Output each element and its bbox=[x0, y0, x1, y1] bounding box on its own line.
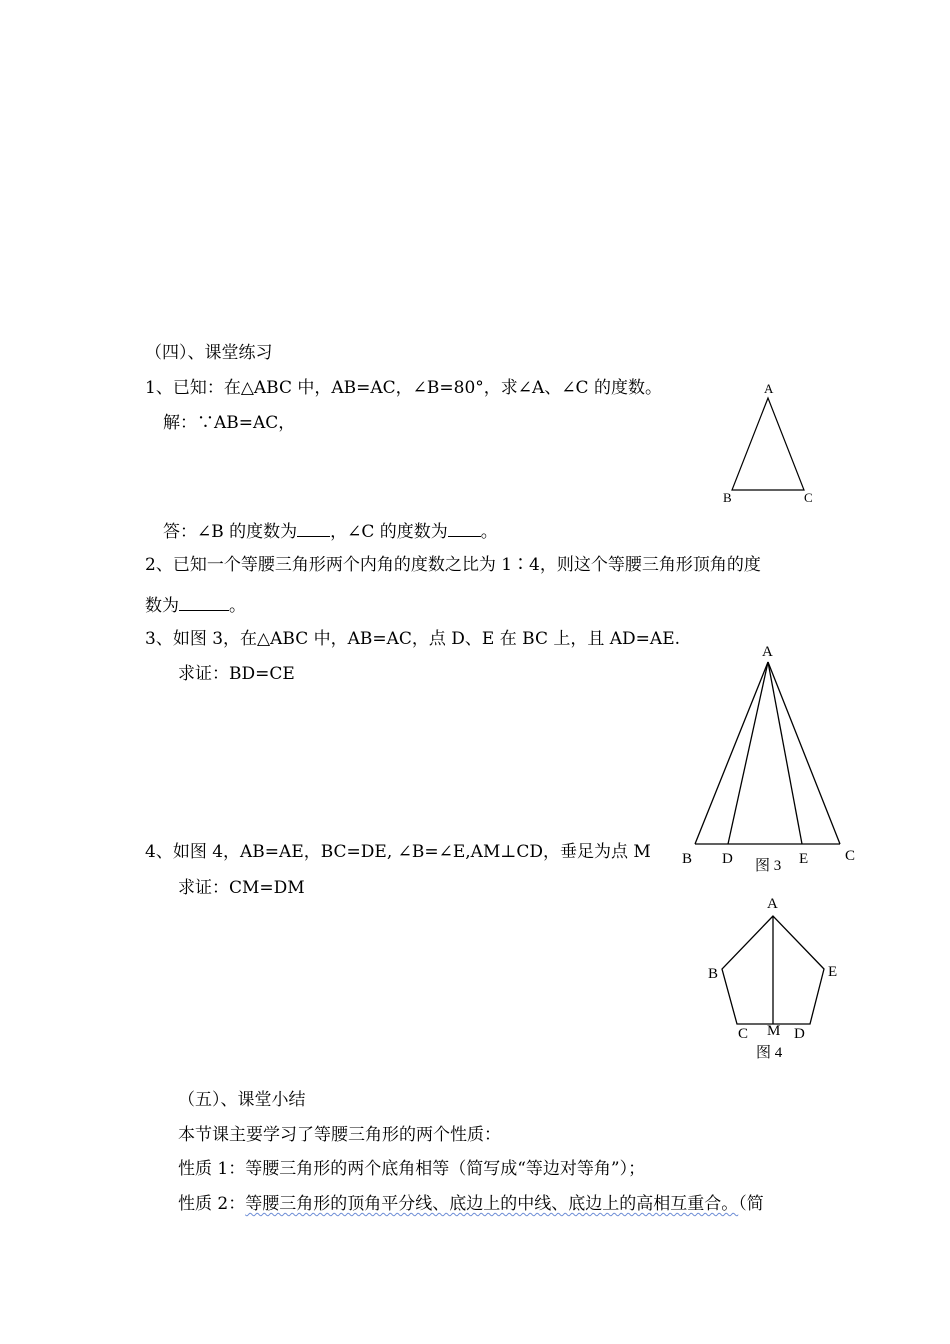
property-2 bbox=[178, 1194, 764, 1214]
answer-end: 。 bbox=[480, 522, 498, 542]
figure-3-label-c: C bbox=[845, 848, 856, 864]
property-1-label: 性质 1： bbox=[178, 1159, 246, 1179]
question-3-text: 3、如图 3，在△ABC 中，AB=AC，点 D、E 在 BC 上，且 AD=AE. bbox=[145, 629, 681, 649]
question-3-prove: 求证：BD=CE bbox=[178, 664, 295, 684]
property-2-text: 等腰三角形的顶角平分线、底边上的中线、底边上的高相互重合。 bbox=[245, 1194, 739, 1214]
question-1-text: 1、已知：在△ABC 中，AB=AC，∠B=80°，求∠A、∠C 的度数。 bbox=[145, 378, 662, 398]
summary-intro: 本节课主要学习了等腰三角形的两个性质： bbox=[178, 1125, 501, 1145]
answer-blank-c[interactable] bbox=[448, 519, 481, 537]
figure-1-label-c: C bbox=[804, 490, 813, 505]
figure-4-label-b: B bbox=[708, 966, 719, 982]
property-1-text: 等腰三角形的两个底角相等（简写成“等边对等角”）； bbox=[245, 1159, 646, 1179]
question-2-blank[interactable] bbox=[179, 593, 229, 611]
question-4-text: 4、如图 4，AB=AE，BC=DE, ∠B=∠E,AM⊥CD，垂足为点 M bbox=[145, 842, 651, 862]
figure-3-triangle bbox=[675, 640, 865, 880]
figure-4-label-e: E bbox=[828, 964, 838, 980]
question-2-line-1: 2、已知一个等腰三角形两个内角的度数之比为 1∶4，则这个等腰三角形顶角的度 bbox=[145, 555, 761, 575]
property-2-tail: （简 bbox=[738, 1194, 764, 1214]
figure-1-label-a: A bbox=[764, 381, 774, 396]
figure-4-caption: 图 4 bbox=[756, 1045, 783, 1061]
section-four-heading: （四）、课堂练习 bbox=[145, 343, 273, 363]
question-1-answer bbox=[163, 519, 498, 542]
answer-blank-b[interactable] bbox=[297, 519, 330, 537]
figure-1-label-b: B bbox=[723, 490, 732, 505]
question-4-prove: 求证：CM=DM bbox=[178, 878, 305, 898]
figure-3-caption: 图 3 bbox=[755, 858, 782, 874]
figure-3-label-b: B bbox=[682, 851, 693, 867]
figure-4-label-d: D bbox=[794, 1026, 805, 1042]
answer-mid: ，∠C 的度数为 bbox=[330, 522, 448, 542]
property-1 bbox=[178, 1159, 645, 1179]
section-five-heading: （五）、课堂小结 bbox=[178, 1090, 306, 1110]
figure-4-label-c: C bbox=[738, 1026, 749, 1042]
answer-prefix: 答：∠B 的度数为 bbox=[163, 522, 298, 542]
figure-4-pentagon bbox=[700, 890, 850, 1065]
question-2-prefix: 数为 bbox=[145, 596, 179, 616]
figure-triangle-abc bbox=[720, 378, 820, 506]
property-2-label: 性质 2： bbox=[178, 1194, 246, 1214]
figure-3-label-a: A bbox=[762, 644, 773, 660]
figure-4-label-m: M bbox=[767, 1023, 781, 1039]
question-2-line-2 bbox=[145, 593, 246, 616]
question-1-solution: 解：∵AB=AC， bbox=[163, 413, 296, 433]
question-2-end: 。 bbox=[229, 596, 246, 616]
figure-3-label-e: E bbox=[799, 851, 809, 867]
figure-4-label-a: A bbox=[767, 896, 778, 912]
figure-3-label-d: D bbox=[722, 851, 733, 867]
